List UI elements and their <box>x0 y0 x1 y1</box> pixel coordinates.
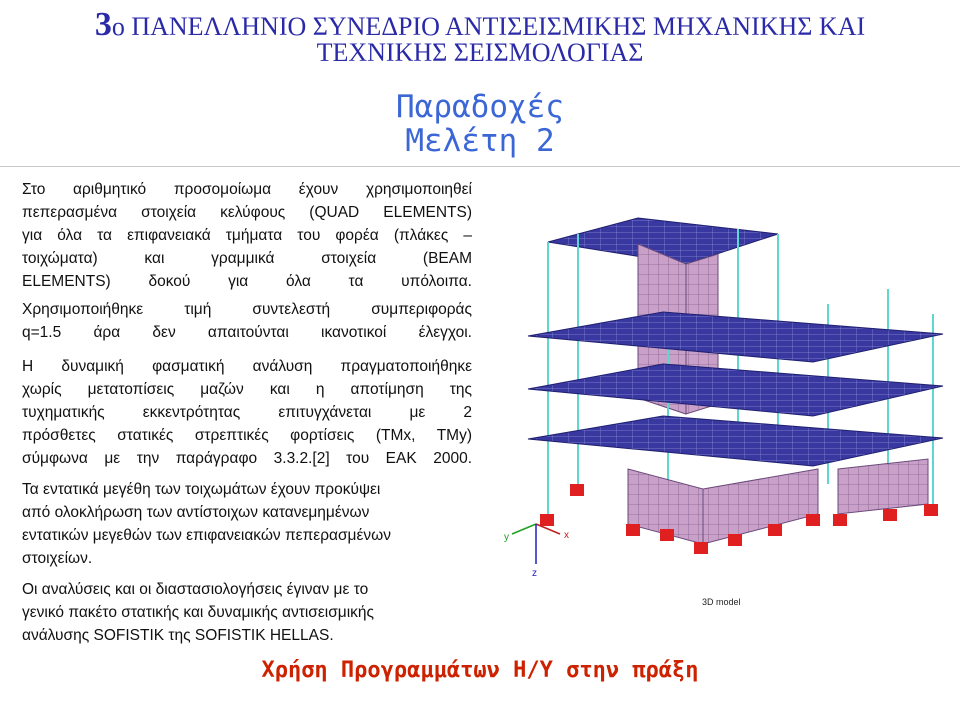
text-line: γενικό πακέτο στατικής και δυναμικής αντισεισμικής <box>22 604 374 621</box>
text-line: Η δυναμική φασματική ανάλυση πραγματοποιήθηκε <box>22 358 472 375</box>
text-line: τυχηματικής εκκεντρότητας επιτυγχάνεται με 2 <box>22 404 472 421</box>
floor-slab-2 <box>528 364 943 416</box>
paragraph-wall-forces <box>22 478 472 570</box>
text-line: q=1.5 άρα δεν απαιτούνται ικανοτικοί έλεγχοι. <box>22 324 472 341</box>
floor-slab-3 <box>528 312 943 362</box>
footer-title: Χρήση Προγραμμάτων Η/Υ στην πράξη <box>261 658 699 683</box>
figure-caption: 3D model <box>702 597 741 607</box>
paragraph-behaviour-factor <box>22 298 472 344</box>
text-line: τοιχώματα) και γραμμικά στοιχεία (BEAM <box>22 250 472 267</box>
text-line: Χρησιμοποιήθηκε τιμή συντελεστή συμπεριφοράς <box>22 301 472 318</box>
axis-y-label: y <box>504 532 509 543</box>
axis-z-label: z <box>532 568 537 579</box>
text-line: Οι αναλύσεις και οι διαστασιολογήσεις έγιναν με το <box>22 581 369 598</box>
text-line: για όλα τα επιφανειακά τμήματα του φορέα (πλάκες – <box>22 227 472 244</box>
text-line: πρόσθετες στατικές στρεπτικές φορτίσεις (TMx, TMy) <box>22 427 472 444</box>
slide-title: Παραδοχές <box>396 89 564 125</box>
axis-triad <box>504 524 569 579</box>
structure-3d-model-image <box>488 184 958 600</box>
floor-slab-1 <box>528 416 943 466</box>
ground-wall-side <box>703 469 818 544</box>
text-line: Τα εντατικά μεγέθη των τοιχωμάτων έχουν προκύψει <box>22 481 381 498</box>
paragraph-dynamic-analysis <box>22 355 472 470</box>
text-line: ELEMENTS) δοκού για όλα τα υπόλοιπα. <box>22 273 472 290</box>
text-line: Στο αριθμητικό προσομοίωμα έχουν χρησιμοποιηθεί <box>22 181 472 198</box>
text-line: χωρίς μετατοπίσεις μαζών και η αποτίμηση της <box>22 381 472 398</box>
conference-title-line2: ΤΕΧΝΙΚΗΣ ΣΕΙΣΜΟΛΟΓΙΑΣ <box>316 38 644 67</box>
text-line: πεπερασμένα στοιχεία κελύφους (QUAD ELEMENTS) <box>22 204 472 221</box>
text-line: από ολοκλήρωση των αντίστοιχων κατανεμημένων <box>22 504 370 521</box>
conference-title-line1-text: ο ΠΑΝΕΛΛΗΝΙΟ ΣΥΝΕΔΡΙΟ ΑΝΤΙΣΕΙΣΜΙΚΗΣ ΜΗΧΑΝΙΚΗΣ ΚΑΙ <box>111 12 866 41</box>
axis-x-label: x <box>564 530 569 541</box>
text-line: ανάλυσης SOFISTIK της SOFISTIK HELLAS. <box>22 627 334 644</box>
paragraph-software <box>22 578 472 647</box>
text-line: εντατικών μεγεθών των επιφανειακών πεπερασμένων <box>22 527 391 544</box>
paragraph-elements <box>22 178 472 293</box>
text-line: σύμφωνα με την παράγραφο 3.3.2.[2] του ΕΑΚ 2000. <box>22 450 472 467</box>
ground-wall-right <box>838 459 928 514</box>
conference-number: 3 <box>94 6 112 43</box>
title-divider <box>0 166 960 167</box>
slide-subtitle: Μελέτη 2 <box>405 123 555 159</box>
text-line: στοιχείων. <box>22 550 93 567</box>
